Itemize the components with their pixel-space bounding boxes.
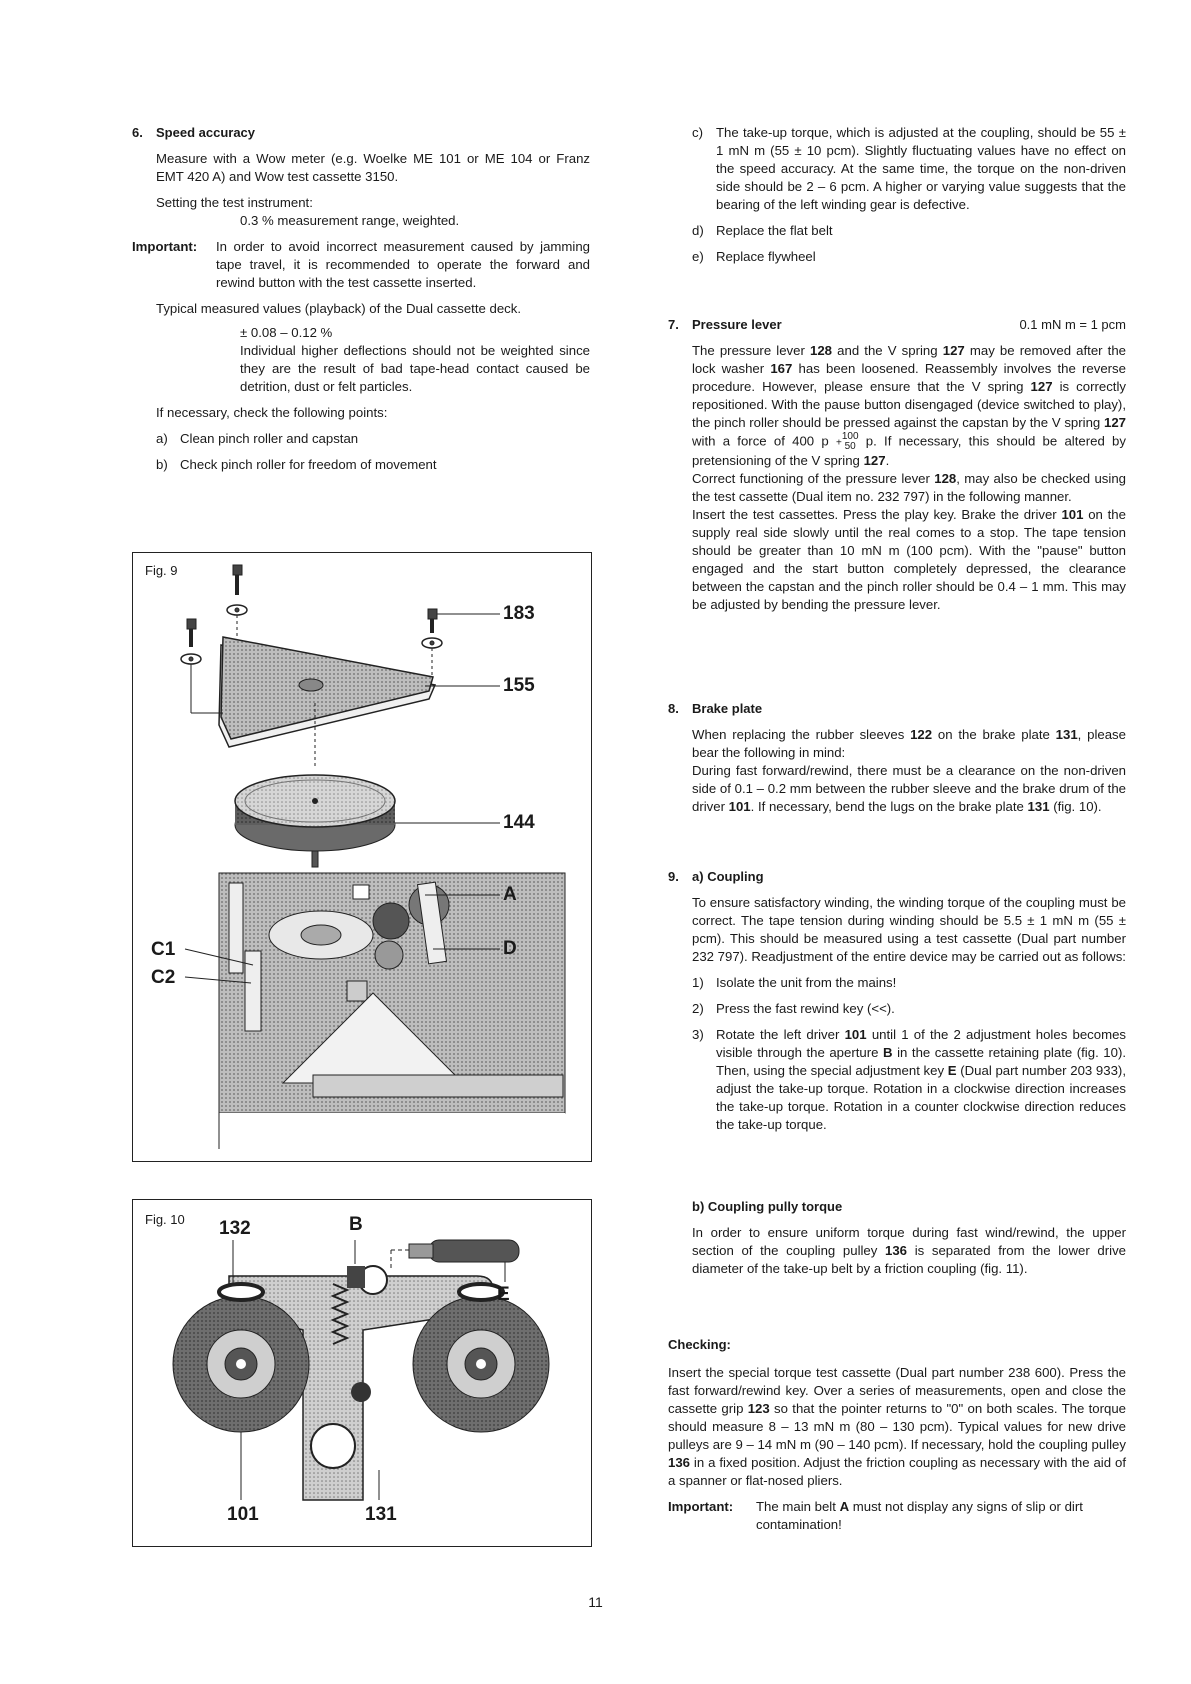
paragraph: Measure with a Wow meter (e.g. Woelke ME 101 or ME 104 or Franz EMT 420 A) and Wow test cassette 3150. — [156, 151, 590, 184]
section-7-heading — [668, 316, 1126, 334]
section-6-heading — [132, 124, 590, 142]
list-item — [692, 1026, 1126, 1134]
text: on the brake plate — [932, 727, 1056, 742]
callout-183: 183 — [503, 603, 535, 624]
paragraph: 0.3 % measurement range, weighted. — [240, 213, 460, 228]
text: is separated from the lower drive diameter of the take-up belt by a friction coupling (fig. 11). — [692, 1243, 1126, 1276]
part-number: 128 — [934, 471, 957, 487]
section-title: Coupling — [707, 869, 764, 884]
section-8-heading — [668, 700, 1126, 718]
paragraph — [692, 506, 1126, 614]
part-number: 127 — [942, 343, 965, 358]
part-number: 136 — [885, 1243, 908, 1258]
section-9b — [668, 1198, 1126, 1286]
section-number: 8. — [668, 701, 679, 716]
callout-A: A — [503, 884, 517, 905]
important-label: Important: — [132, 239, 198, 254]
part-number: 101 — [728, 799, 751, 814]
callout-144: 144 — [503, 812, 535, 833]
subsection-marker: a) — [692, 869, 704, 884]
callout-132: 132 — [219, 1218, 251, 1239]
paragraph — [692, 342, 1126, 470]
section-number: 6. — [132, 125, 143, 140]
text: (fig. 10). — [1049, 799, 1102, 814]
part-number: 128 — [810, 343, 833, 358]
list-marker: d) — [692, 223, 704, 238]
list-item — [156, 456, 590, 474]
list-text: Check pinch roller for freedom of movement — [180, 457, 437, 472]
list-item — [692, 1000, 1126, 1018]
callout-C2: C2 — [151, 967, 176, 988]
list-text: Clean pinch roller and capstan — [180, 431, 359, 446]
list-text: Replace the flat belt — [716, 223, 833, 238]
figure-9 — [132, 552, 592, 1162]
section-title: Speed accuracy — [156, 125, 256, 140]
tolerance — [842, 432, 859, 452]
list-marker: c) — [692, 125, 703, 140]
section-title: Brake plate — [692, 701, 763, 716]
section-9b-body — [668, 1198, 1126, 1278]
text: may be removed after the lock washer — [692, 343, 1127, 376]
list-marker: b) — [156, 457, 168, 472]
list-item — [692, 124, 1126, 214]
paragraph — [692, 1224, 1126, 1278]
callout-D: D — [503, 938, 517, 959]
text: . — [885, 453, 890, 469]
unit-note: 0.1 mN m = 1 pcm — [1019, 317, 1126, 332]
text: Insert the special torque test cassette (Dual part number 238 600). Press the fast forward/rewind key. Over a series of measurements, open and close the cassette grip — [668, 1365, 1126, 1416]
part-number: 101 — [844, 1027, 867, 1042]
reel-right-icon — [413, 1296, 549, 1432]
paragraph — [692, 762, 1126, 816]
text: p. If necessary, this should be altered by pretensioning of the V spring — [692, 433, 1126, 469]
checking-heading: Checking: — [668, 1337, 731, 1352]
list-marker: 3) — [692, 1027, 704, 1042]
section-6-list-cont — [668, 124, 1126, 266]
text: When replacing the rubber sleeves — [692, 727, 911, 742]
text: Rotate the left driver — [716, 1027, 845, 1042]
figure-label: Fig. 10 — [145, 1212, 185, 1227]
text: In order to ensure uniform torque during fast wind/rewind, the upper section of the coupling pulley — [692, 1225, 1126, 1258]
figure-label: Fig. 9 — [145, 563, 178, 578]
paragraph: ± 0.08 – 0.12 % — [240, 325, 333, 340]
section-title: Coupling pully torque — [707, 1199, 843, 1214]
page-number: 11 — [588, 1594, 603, 1610]
text: is correctly repositioned. With the pause button disengaged (device switched to play), the pinch roller should be pressed against the capstan by the V spring — [692, 379, 1126, 430]
list-item — [692, 974, 1126, 992]
part-number: 123 — [747, 1401, 770, 1416]
callout-B: B — [349, 1214, 363, 1235]
section-number: 9. — [668, 869, 679, 884]
text: During fast forward/rewind, there must be a clearance on the non-driven side of 0.1 – 0.2 mm between the rubber sleeve and the brake drum of the driver — [692, 763, 1126, 814]
part-number: E — [947, 1063, 957, 1078]
list-text: Isolate the unit from the mains! — [716, 975, 897, 990]
list-text: The take-up torque, which is adjusted at the coupling, should be 55 ± 1 mN m (55 ± 10 pcm). Slightly fluctuating values have no effect on the speed accuracy. At the same time, the torque on the non-driven side should be 2 – 6 pcm. A higher or varying value suggests that the bearing of the left winding gear is defective. — [716, 125, 1126, 212]
text: in the cassette retaining plate (fig. 10). Then, using the special adjustment key — [716, 1045, 1127, 1078]
text: Insert the test cassettes. Press the play key. Brake the driver — [692, 507, 1062, 523]
paragraph: To ensure satisfactory winding, the winding torque of the coupling must be correct. The tape tension during winding should be 5.5 ± 1 mN m (55 ± pcm). This should be measured using a test cassette (Dual part number 232 797). Readjustment of the entire device may be carried out as follows: — [692, 895, 1126, 964]
reel-left-icon — [173, 1296, 309, 1432]
part-number: 101 — [1061, 507, 1084, 523]
paragraph: Typical measured values (playback) of the Dual cassette deck. — [156, 301, 522, 316]
callout-155: 155 — [503, 675, 535, 696]
section-8-body — [668, 726, 1126, 816]
checking-section — [668, 1336, 1126, 1534]
text: . If necessary, bend the lugs on the brake plate — [750, 799, 1028, 814]
list-marker: e) — [692, 249, 704, 264]
text: in a fixed position. Adjust the friction coupling as necessary with the aid of a spanner or flat-nosed pliers. — [668, 1455, 1126, 1488]
section-title: Pressure lever — [692, 317, 782, 332]
section-6 — [132, 124, 590, 482]
text: The main belt — [756, 1499, 840, 1514]
list-marker: 1) — [692, 975, 704, 990]
text: has been loosened. Reassembly involves the reverse procedure. However, please ensure that the V spring — [692, 361, 1126, 394]
subsection-marker: b) — [692, 1199, 705, 1214]
text: , may also be checked using the test cassette (Dual item no. 232 797) in the following manner. — [692, 471, 1126, 505]
part-number: B — [883, 1045, 893, 1060]
callout-101: 101 — [227, 1504, 259, 1525]
callout-E: E — [497, 1284, 510, 1305]
list-item — [692, 222, 1126, 240]
text: with a force of 400 p — [692, 433, 836, 449]
important-note — [668, 1498, 1126, 1534]
section-6-continued — [668, 124, 1126, 274]
list-marker: a) — [156, 431, 168, 446]
section-number: 7. — [668, 317, 679, 332]
text: until 1 of the 2 adjustment holes becomes visible through the aperture — [716, 1027, 1126, 1060]
section-9a-heading — [668, 868, 1126, 886]
text: so that the pointer returns to "0" on both scales. The torque should measure 8 – 13 mN m (80 – 130 pcm). Typical values for new drive pulleys are 9 – 14 mN m (90 – 140 pcm). If necessary, hold the coupling pulley — [668, 1401, 1126, 1452]
section-7 — [668, 316, 1126, 622]
text: The pressure lever — [692, 343, 811, 358]
text: and the V spring — [832, 343, 943, 358]
callout-C1: C1 — [151, 939, 176, 960]
paragraph: Setting the test instrument: — [156, 195, 313, 210]
section-9a-body — [668, 894, 1126, 1134]
section-8 — [668, 700, 1126, 824]
section-7-body — [668, 342, 1126, 614]
list-text: Press the fast rewind key (<<). — [716, 1001, 895, 1016]
paragraph — [692, 726, 1126, 762]
section-6-body — [132, 150, 590, 230]
part-number: 131 — [1055, 727, 1078, 742]
tolerance-sign: + — [835, 437, 842, 449]
part-number: 127 — [1030, 379, 1053, 394]
important-label: Important: — [668, 1499, 734, 1514]
section-9b-heading — [692, 1198, 1126, 1216]
figure-9-drawing — [133, 553, 591, 1161]
paragraph — [668, 1364, 1126, 1490]
text: , please bear the following in mind: — [692, 727, 1126, 760]
callout-131: 131 — [365, 1504, 397, 1525]
list-marker: 2) — [692, 1001, 704, 1016]
tolerance-lower: 50 — [844, 441, 856, 452]
list-item — [156, 430, 590, 448]
paragraph: If necessary, check the following points: — [156, 405, 388, 420]
text: must not display any signs of slip or dirt contamination! — [756, 1499, 1083, 1532]
list-item — [692, 248, 1126, 266]
part-number: 122 — [910, 727, 933, 742]
section-6-body-2 — [132, 300, 590, 474]
text: on the supply real side slowly until the real comes to a stop. The tape tension should be greater than 10 mN m (100 pcm). With the "pause" button engaged and the start button completely depressed, the clearance between the capstan and the pinch roller should be 0.4 – 1 mm. This may be adjusted by bending the pressure lever. — [692, 507, 1126, 613]
figure-10 — [132, 1199, 592, 1547]
important-text — [756, 1498, 1126, 1534]
part-number: 136 — [668, 1455, 691, 1470]
paragraph — [692, 470, 1126, 506]
part-number: 127 — [863, 453, 886, 469]
section-9 — [668, 868, 1126, 1142]
tolerance-upper: 100 — [841, 431, 859, 442]
text: Correct functioning of the pressure lever — [692, 471, 935, 487]
part-number: A — [839, 1499, 850, 1514]
part-number: 131 — [1027, 799, 1050, 814]
list-text: Replace flywheel — [716, 249, 816, 264]
list-text — [716, 1026, 1126, 1134]
part-number: 127 — [1103, 415, 1126, 430]
important-note — [132, 238, 590, 292]
paragraph: Individual higher deflections should not be weighted since they are the result of bad tape-head contact caused be detrition, dust or felt particles. — [240, 343, 590, 394]
part-number: 167 — [770, 361, 793, 376]
text: (Dual part number 203 933), adjust the take-up torque. Rotation in a clockwise direction increases the take-up torque. Rotation in a counter clockwise direction reduces the take-up torque. — [716, 1063, 1126, 1132]
figure-10-drawing — [133, 1200, 591, 1546]
important-text: In order to avoid incorrect measurement caused by jamming tape travel, it is recommended to operate the forward and rewind button with the test cassette inserted. — [216, 239, 590, 290]
